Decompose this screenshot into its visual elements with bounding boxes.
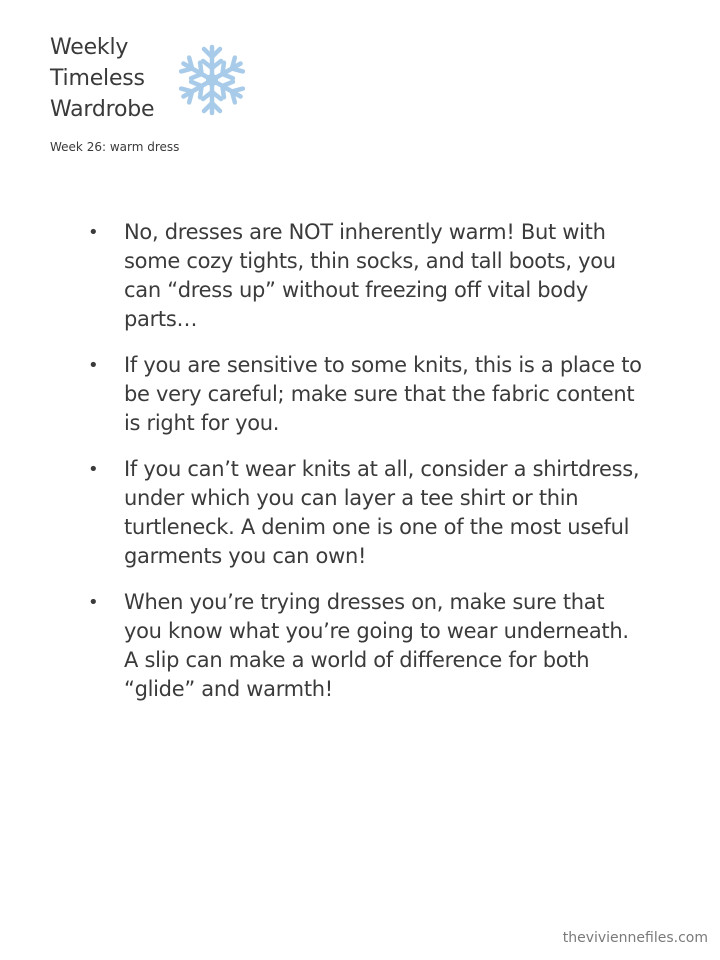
title-line-2: Timeless [50,66,145,91]
bullet-dot: • [88,459,99,480]
bullet-text: If you can’t wear knits at all, consider a shirtdress, under which you can layer a tee shirt or thin turtleneck. A denim one is one of the most useful garments you can own! [124,457,640,568]
title-line-3: Wardrobe [50,97,155,122]
bullet-item [88,218,648,334]
bullet-item [88,455,648,571]
bullet-dot: • [88,222,99,243]
footer-credit: theviviennefiles.com [562,930,708,946]
week-subtitle: Week 26: warm dress [50,140,180,154]
title-line-1: Weekly [50,35,129,60]
snowflake-icon [176,44,248,116]
bullet-item [88,351,648,438]
page-title [50,32,154,125]
bullet-dot: • [88,355,99,376]
bullet-item [88,588,648,704]
bullet-dot: • [88,592,99,613]
bullet-text: When you’re trying dresses on, make sure that you know what you’re going to wear underneath. A slip can make a world of difference for both “glide” and warmth! [124,590,629,701]
bullet-list [88,218,648,721]
bullet-text: If you are sensitive to some knits, this is a place to be very careful; make sure that the fabric content is right for you. [124,353,642,435]
bullet-text: No, dresses are NOT inherently warm! But with some cozy tights, thin socks, and tall boots, you can “dress up” without freezing off vital body parts… [124,220,616,331]
